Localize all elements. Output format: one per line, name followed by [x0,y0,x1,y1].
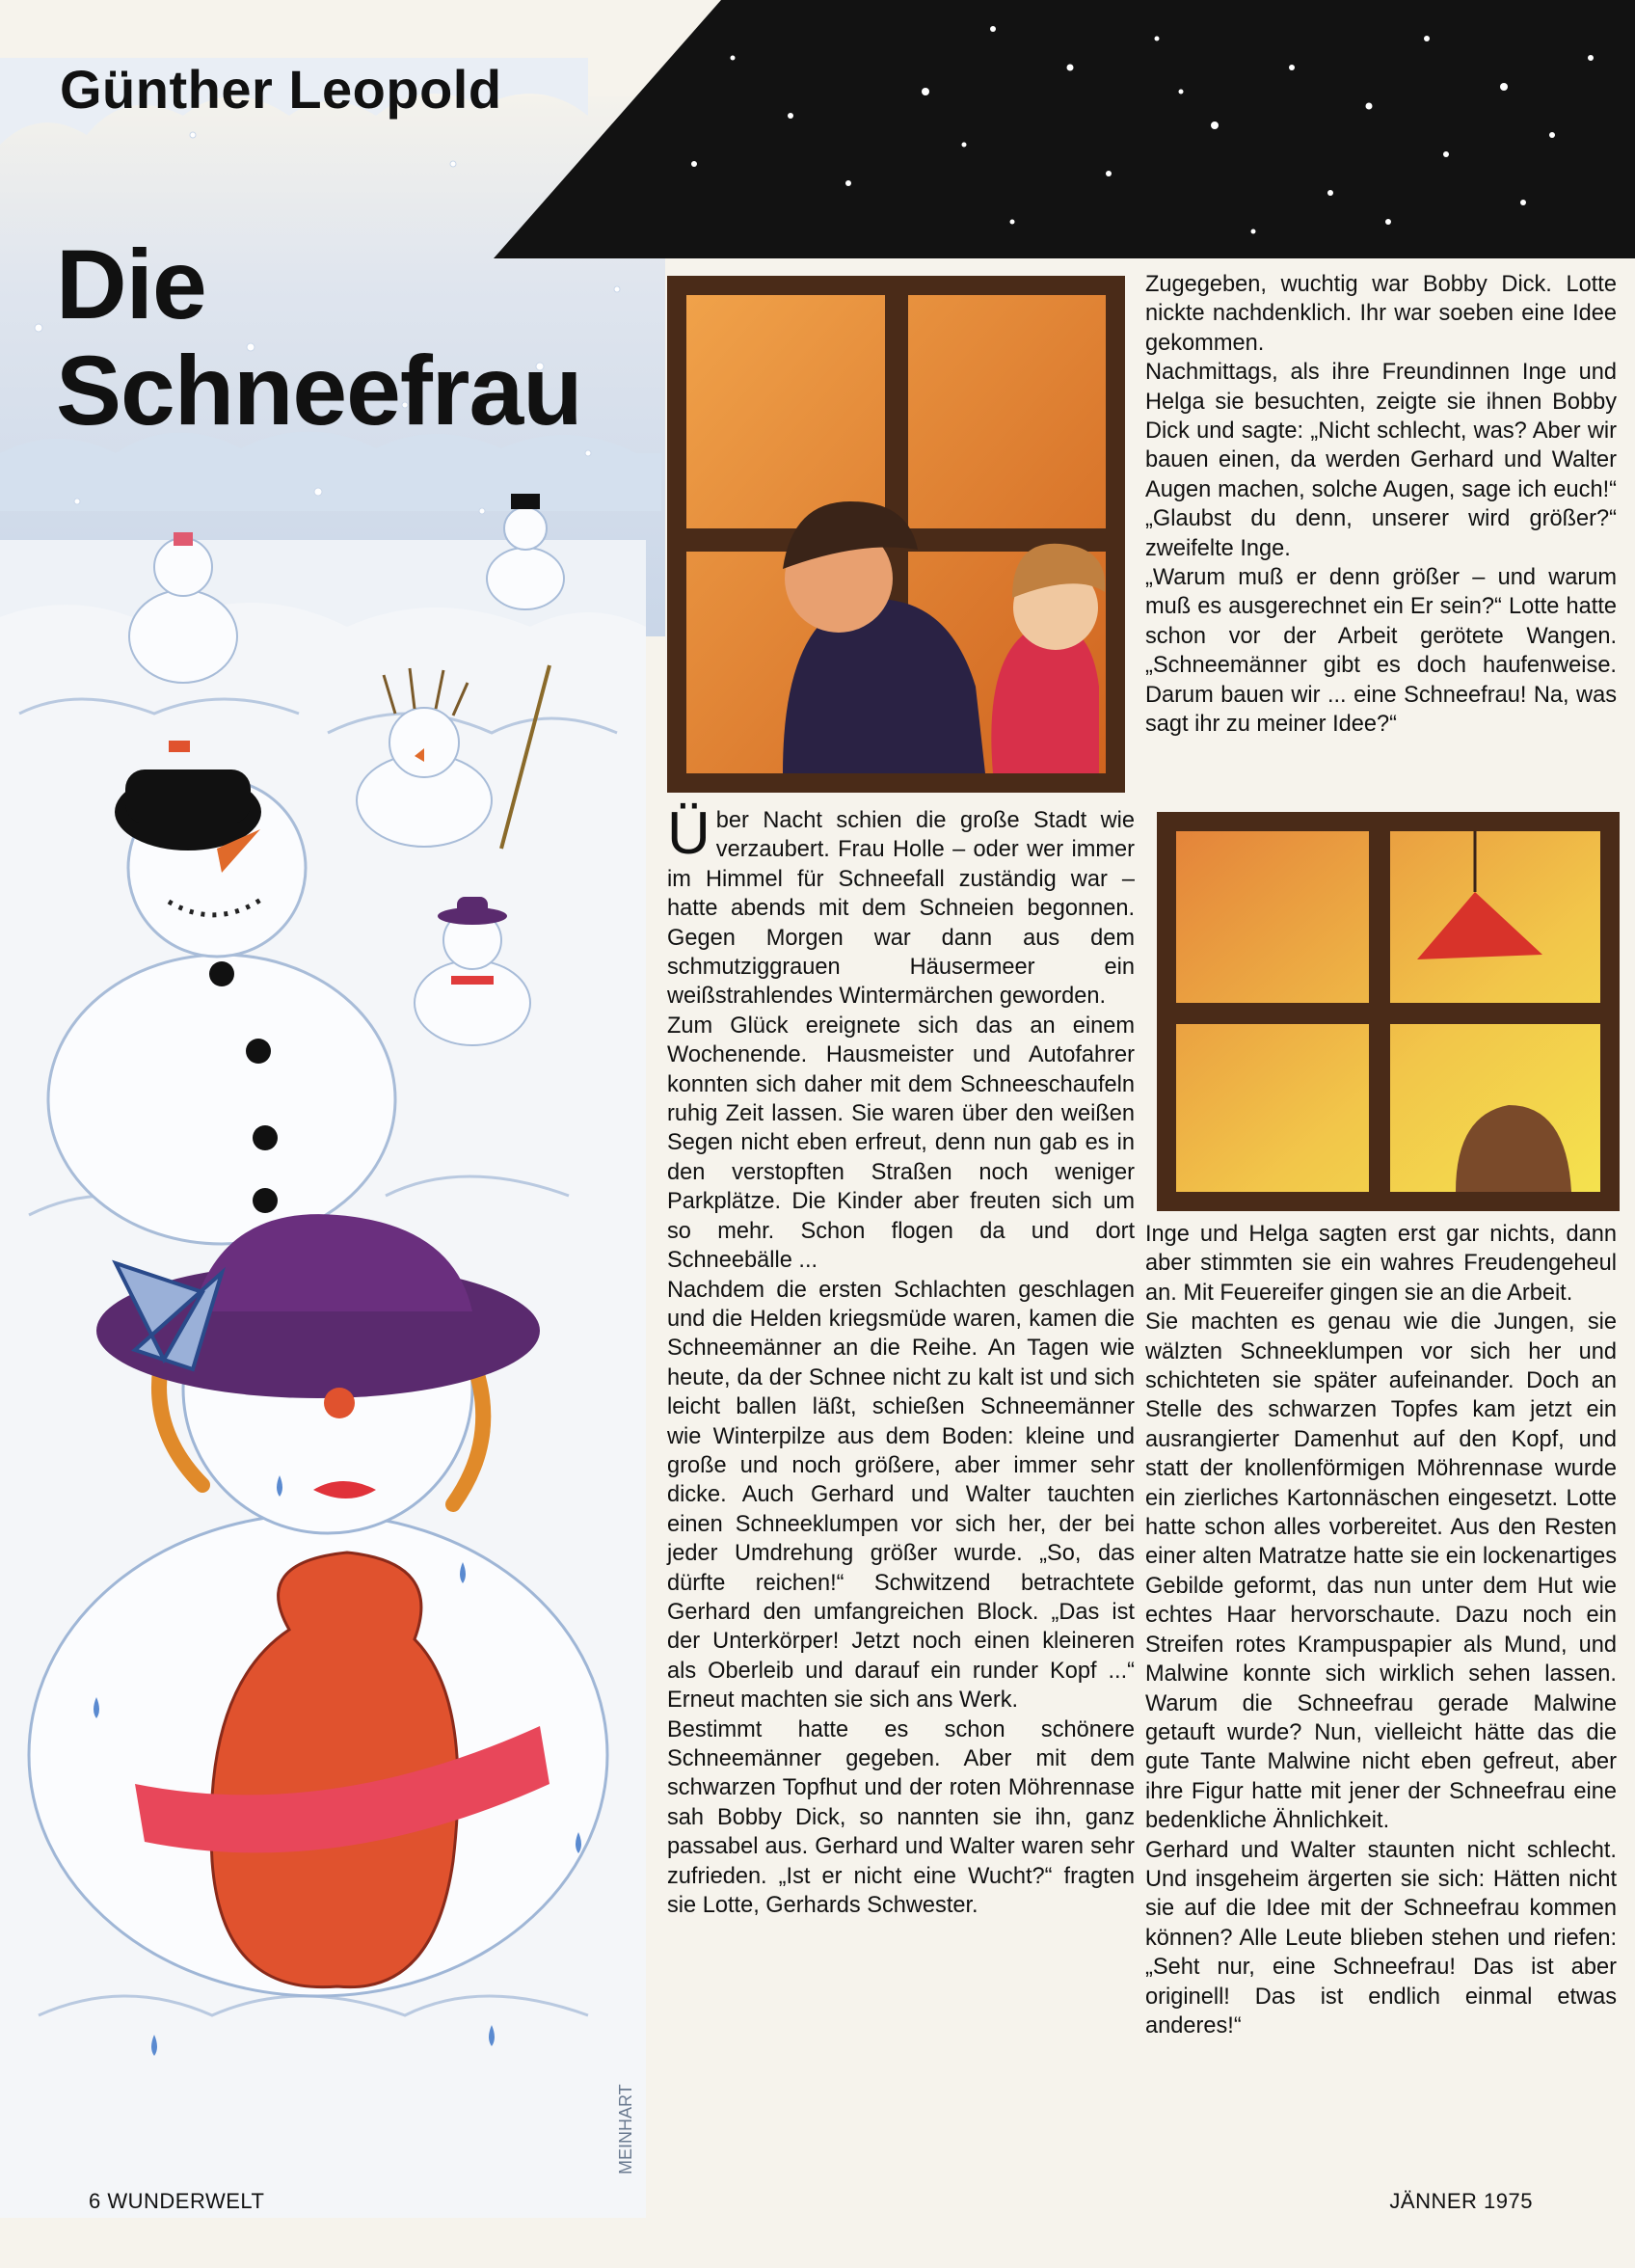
artist-signature: MEINHART [616,2084,635,2174]
title-line-1: Die [56,230,206,339]
paragraph: „Warum muß er denn größer – und warum muß es ausgerechnet ein Er sein?“ Lotte hatte schon vor der Arbeit gerötete Wangen. „Schneemänner gibt es doch haufenweise. Darum bauen wir ... eine Schneefrau! Na, was sagt ihr zu meiner Idee?“ [1145,565,1617,738]
paragraph: Inge und Helga sagten erst gar nichts, dann aber stimmten sie ein wahres Freudengeheul an. Mit Feuereifer gingen sie an die Arbeit. [1145,1222,1617,1306]
page-number-magazine: 6 WUNDERWELT [89,2189,265,2213]
article-column-left [667,800,1135,1920]
article-column-right-bottom [1145,1220,1617,2040]
title-line-2: Schneefrau [56,336,582,446]
paragraph: Bestimmt hatte es schon schönere Schneemänner gegeben. Aber mit dem schwarzen Topfhut und der roten Möhrennase sah Bobby Dick, so nannten sie ihn, ganz passabel aus. Gerhard und Walter waren sehr zufrieden. „Ist er nicht eine Wucht?“ fragten sie Lotte, Gerhards Schwester. [667,1716,1135,1919]
paragraph: Über Nacht schien die große Stadt wie verzaubert. Frau Holle – oder wer immer im Himmel für Schneefall zuständig war – hatte abends mit dem Schneien begonnen. Gegen Morgen war dann aus dem schmutziggrauen Häusermeer ein weißstrahlendes Wintermärchen geworden. [667,800,1135,1010]
paragraph: Zugegeben, wuchtig war Bobby Dick. Lotte nickte nachdenklich. Ihr war soeben eine Idee gekommen. [1145,272,1617,356]
author-name: Günther Leopold [60,59,502,120]
paragraph: Zum Glück ereignete sich das an einem Wochenende. Hausmeister und Autofahrer konnten sich daher mit dem Schneeschaufeln ruhig Zeit lassen. Sie waren über den weißen Segen nicht eben erfreut, denn nun gab es in den verstopften Straßen noch weniger Parkplätze. Die Kinder aber freuten sich um so mehr. Schon flogen da und dort Schneebälle ... [667,1012,1135,1274]
night-roof [494,0,1635,258]
issue-date: JÄNNER 1975 [1389,2189,1533,2213]
paragraph: Nachdem die ersten Schlachten geschlagen und die Helden kriegsmüde waren, kamen die Schneemänner an die Reihe. An Tagen wie heute, da der Schnee nicht zu kalt ist und sich leicht ballen läßt, schießen Schneemänner wie Winterpilze aus dem Boden: kleine und große und noch größere, aber immer sehr dicke. Auch Gerhard und Walter tauchten einen Schneeklumpen vor sich her, der bei jeder Umdrehung größer wurde. „So, das dürfte reichen!“ Schwitzend betrachtete Gerhard den umfangreichen Block. „Das ist der Unterkörper! Jetzt noch einen kleineren als Oberleib und darauf ein runder Kopf ...“ Erneut machten sie sich ans Werk. [667,1277,1135,1714]
paragraph: Gerhard und Walter staunten nicht schlecht. Und insgeheim ärgerten sie sich: Hätten nicht sie auf die Idee mit der Schneefrau kommen können? Alle Leute blieben stehen und riefen: „Seht nur, eine Schneefrau! Das ist aber originell! Das ist endlich einmal etwas anderes!“ [1145,1837,1617,2038]
paragraph: Sie machten es genau wie die Jungen, sie wälzten Schneeklumpen vor sich her und schichteten sie später aufeinander. Doch an Stelle des schwarzen Topfes kam jetzt ein ausrangierter Damenhut auf den Kopf, und statt der knollenförmigen Möhrennase wurde ein zierliches Kartonnäschen eingesetzt. Lotte hatte schon alles vorbereitet. Aus den Resten einer alten Matratze hatte sie ein lockenartiges Gebilde geformt, das nun unter dem Hut wie echtes Haar hervorschaute. Dazu noch ein Streifen rotes Krampuspapier als Mund, und Malwine konnte sich wirklich sehen lassen. Warum die Schneefrau gerade Malwine getauft wurde? Nun, vielleicht hätte das die gute Tante Malwine nicht eben gefreut, aber ihre Figur hatte mit jener der Schneefrau eine bedenkliche Ähnlichkeit. [1145,1310,1617,1834]
story-title [56,231,582,444]
drop-cap: Ü [667,800,710,867]
window-lamp-illustration [1157,812,1620,1211]
article-column-right-top [1145,270,1617,740]
paragraph: Nachmittags, als ihre Freundinnen Inge und Helga sie besuchten, zeigte sie ihnen Bobby Dick und sagte: „Nicht schlecht, was? Aber wir bauen einen, da werden Gerhard und Walter Augen machen, solche Augen, sage ich euch!“ „Glaubst du denn, unserer wird größer?“ zweifelte Inge. [1145,360,1617,561]
window-children-illustration [667,276,1125,793]
